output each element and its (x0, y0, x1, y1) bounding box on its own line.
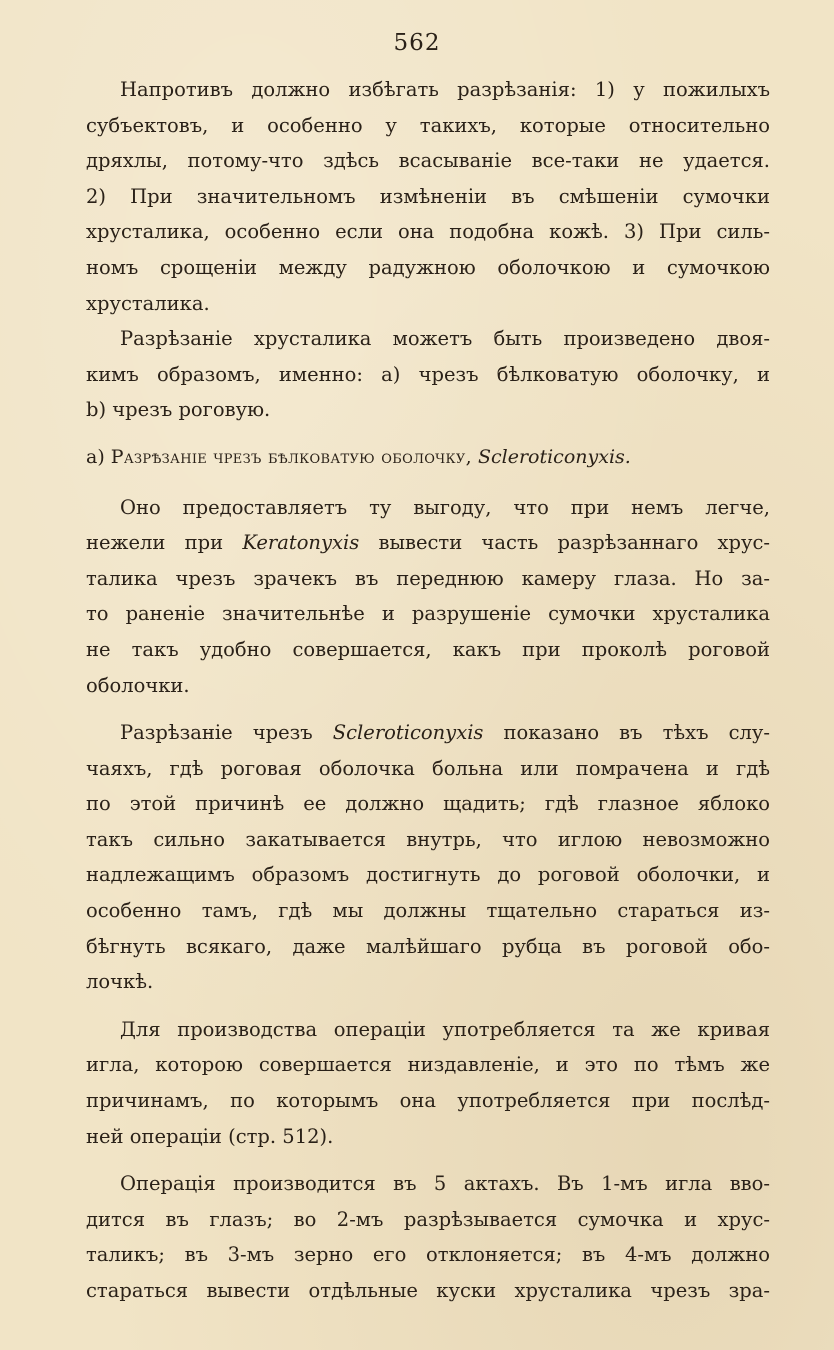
paragraph (86, 1166, 770, 1308)
text-line: Операція производится въ 5 актахъ. Въ 1-мъ игла вво- (120, 1172, 770, 1196)
latin-term: Keratonyxis (242, 531, 360, 555)
text-line: b) чрезъ роговую. (86, 398, 271, 422)
text-line: субъектовъ, и особенно у такихъ, которые относительно (86, 113, 770, 137)
text-line: бѣгнуть всякаго, даже малѣйшаго рубца въ роговой обо- (86, 934, 770, 958)
heading-prefix: a) (86, 445, 111, 468)
spacer (86, 476, 770, 490)
text-line: Напротивъ должно избѣгать разрѣзанія: 1) у пожилыхъ (120, 78, 770, 101)
heading-latin-term: Scleroticonyxis. (477, 445, 631, 468)
text-line: особенно тамъ, гдѣ мы должны тщательно стараться из- (86, 899, 770, 923)
paragraph (86, 72, 770, 321)
text-line: кимъ образомъ, именно: a) чрезъ бѣлковатую оболочку, и (86, 362, 770, 386)
text-line: Оно предоставляетъ ту выгоду, что при немъ легче, (120, 495, 770, 519)
text-line: Разрѣзаніе чрезъ Scleroticonyxis показано въ тѣхъ слу- (120, 721, 770, 745)
spacer (86, 703, 770, 715)
text-line: оболочки. (86, 673, 190, 697)
text-line: талика чрезъ зрачекъ въ переднюю камеру глаза. Но за- (86, 566, 770, 590)
text-line: то раненіе значительнѣе и разрушеніе сумочки хрусталика (86, 602, 770, 626)
text-line: игла, которою совершается низдавленіе, и это по тѣмъ же (86, 1053, 770, 1077)
page-body (86, 72, 770, 1309)
text-line: стараться вывести отдѣльные куски хрусталика чрезъ зра- (86, 1279, 770, 1302)
text-line: надлежащимъ образомъ достигнуть до роговой оболочки, и (86, 863, 770, 887)
text-line: причинамъ, по которымъ она употребляется при послѣд- (86, 1089, 770, 1113)
paragraph (86, 490, 770, 704)
text-line: таликъ; въ 3-мъ зерно его отклоняется; въ 4-мъ должно (86, 1243, 770, 1267)
paragraph (86, 321, 770, 428)
latin-term: Scleroticonyxis (332, 721, 484, 745)
text-line: лочкѣ. (86, 970, 154, 994)
section-heading (86, 440, 770, 476)
text-line: нежели при Keratonyxis вывести часть разрѣзаннаго хрус- (86, 531, 770, 555)
text-line: такъ сильно закатывается внутрь, что иглою невозможно (86, 827, 770, 851)
paragraph (86, 1012, 770, 1154)
spacer (86, 1000, 770, 1012)
text-line: ней операціи (стр. 512). (86, 1124, 334, 1148)
text-line: дится въ глазъ; во 2-мъ разрѣзывается сумочка и хрус- (86, 1207, 770, 1231)
text-line: по этой причинѣ ее должно щадить; гдѣ глазное яблоко (86, 792, 770, 816)
text-line: хрусталика. (86, 291, 210, 315)
text-line: хрусталика, особенно если она подобна кожѣ. 3) При силь- (86, 220, 770, 244)
text-line: не такъ удобно совершается, какъ при проколѣ роговой (86, 637, 770, 661)
heading-title: Разрѣзаніе чрезъ бѣлковатую оболочку, (110, 445, 472, 468)
paragraph (86, 715, 770, 1000)
text-line: дряхлы, потому-что здѣсь всасываніе все-таки не удается. (86, 149, 770, 173)
text-line: номъ срощеніи между радужною оболочкою и сумочкою (86, 255, 770, 279)
spacer (86, 428, 770, 440)
text-line: чаяхъ, гдѣ роговая оболочка больна или помрачена и гдѣ (86, 756, 770, 780)
text-line: Для производства операціи употребляется та же кривая (120, 1017, 770, 1041)
text-line: 2) При значительномъ измѣненіи въ смѣшеніи сумочки (86, 184, 770, 208)
text-line: Разрѣзаніе хрусталика можетъ быть произведено двоя- (120, 327, 770, 351)
page-number: 562 (393, 30, 441, 56)
spacer (86, 1154, 770, 1166)
